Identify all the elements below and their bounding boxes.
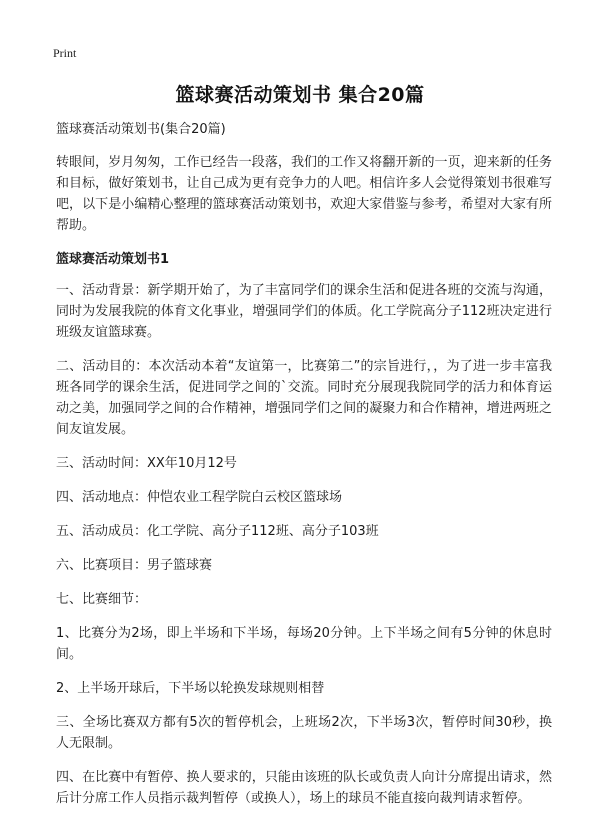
paragraph-event: 六、比赛项目：男子篮球赛	[56, 558, 213, 573]
paragraph-background: 一、活动背景：新学期开始了，为了丰富同学们的课余生活和促进各班的交流与沟通，同时为发展我院的体育文化事业，增强同学们的体质。化工学院高分子112班决定进行班级友谊篮球赛。	[56, 283, 552, 340]
paragraph-time: 三、活动时间：XX年10月12号	[56, 456, 237, 471]
print-label: Print	[53, 46, 77, 60]
paragraph-rule-2: 2、上半场开球后，下半场以轮换发球规则相替	[56, 681, 325, 696]
paragraph-rule-3: 三、全场比赛双方都有5次的暂停机会，上班场2次，下半场3次，暂停时间30秒，换人无限制。	[56, 715, 552, 751]
paragraph-members: 五、活动成员：化工学院、高分子112班、高分子103班	[56, 524, 379, 539]
paragraph-purpose: 二、活动目的：本次活动本着“友谊第一，比赛第二”的宗旨进行，，为了进一步丰富我班各同学的课余生活，促进同学之间的`交流。同时充分展现我院同学的活力和体育运动之美，加强同学之间的合作精神，增强同学们之间的凝聚力和合作精神，增进两班之间友谊发展。	[56, 359, 552, 437]
paragraph-rule-1: 1、比赛分为2场，即上半场和下半场，每场20分钟。上下半场之间有5分钟的休息时间。	[56, 626, 552, 662]
section-heading: 篮球赛活动策划书1	[56, 252, 170, 267]
document-body	[56, 119, 552, 822]
paragraph-location: 四、活动地点：仲恺农业工程学院白云校区篮球场	[56, 490, 343, 505]
document-subtitle: 篮球赛活动策划书(集合20篇)	[56, 122, 226, 137]
intro-paragraph: 转眼间，岁月匆匆，工作已经告一段落，我们的工作又将翻开新的一页，迎来新的任务和目标，做好策划书，让自己成为更有竞争力的人吧。相信许多人会觉得策划书很难写吧，以下是小编精心整理的篮球赛活动策划书，欢迎大家借鉴与参考，希望对大家有所帮助。	[56, 155, 552, 233]
paragraph-rule-4: 四、在比赛中有暂停、换人要求的，只能由该班的队长或负责人向计分席提出请求，然后计分席工作人员指示裁判暂停（或换人），场上的球员不能直接向裁判请求暂停。	[56, 770, 552, 806]
document-title: 篮球赛活动策划书 集合20篇	[175, 84, 425, 106]
paragraph-details-heading: 七、比赛细节：	[56, 592, 148, 607]
